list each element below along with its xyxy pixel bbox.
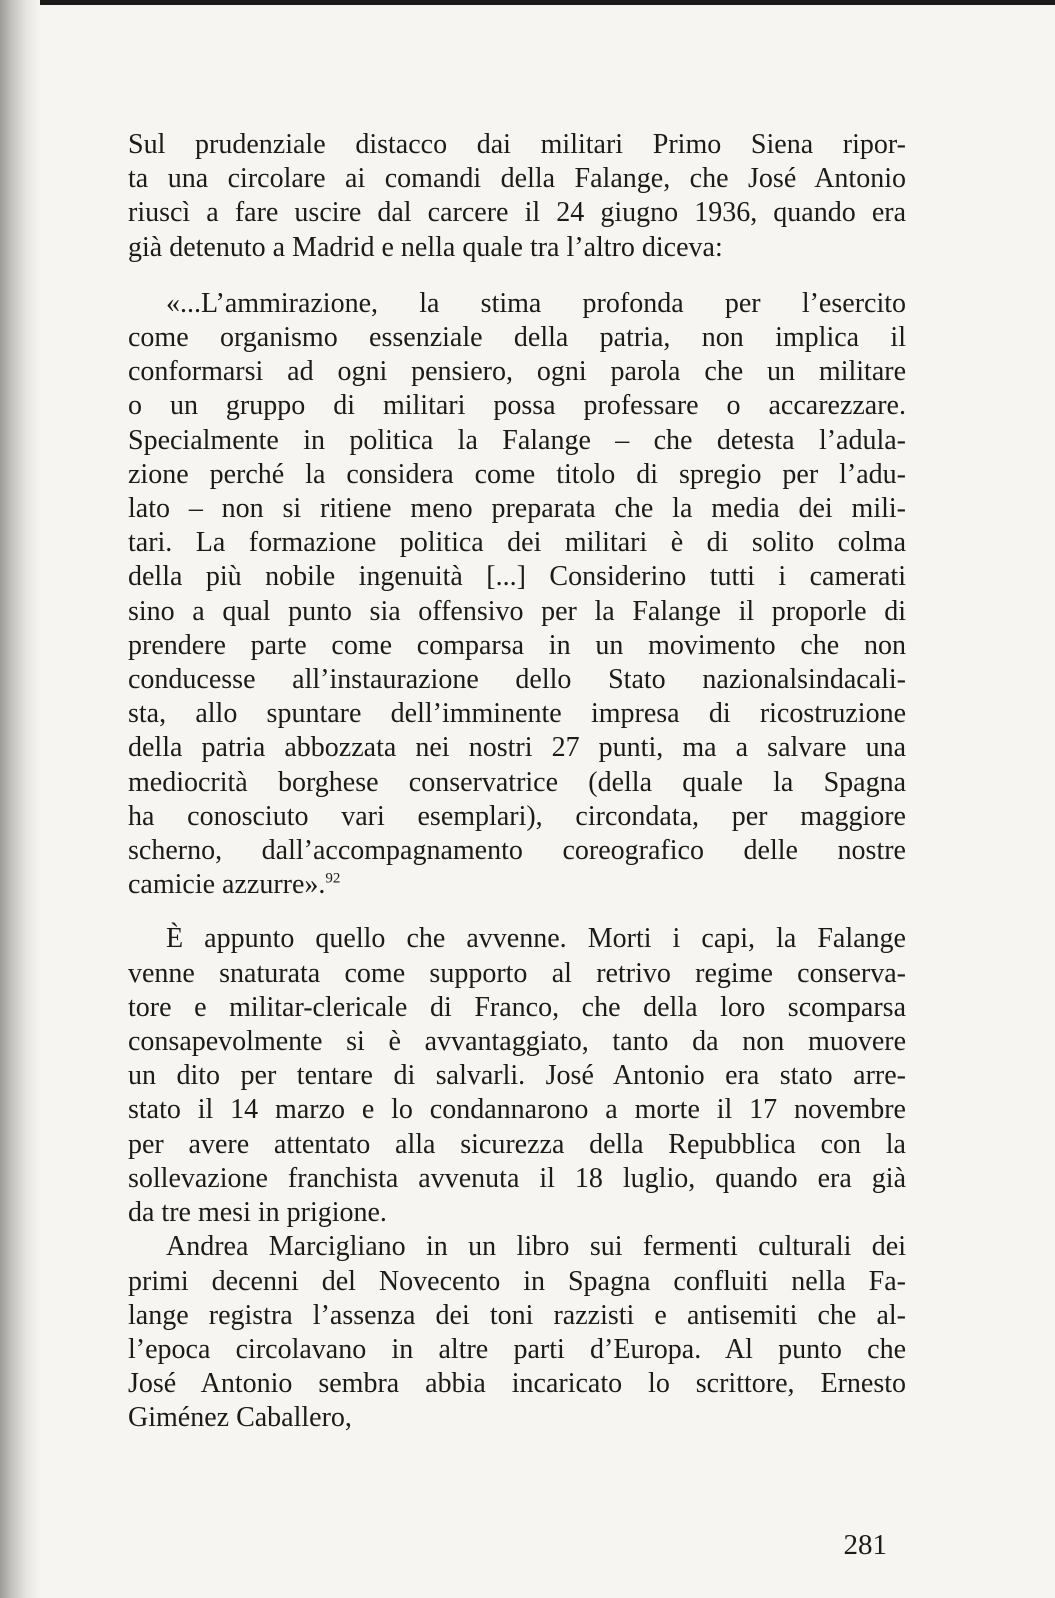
quote-line: ha conosciuto vari esemplari), circondata, per maggiore: [128, 800, 906, 832]
footnote-reference: 92: [325, 870, 341, 887]
text-line: Sul prudenziale distacco dai militari Primo Siena ripor-: [128, 129, 906, 160]
quote-line: mediocrità borghese conservatrice (della quale la Spagna: [128, 766, 906, 798]
text-line: per avere attentato alla sicurezza della Repubblica con la: [128, 1128, 906, 1160]
text-line: È appunto quello che avvenne. Morti i capi, la Falange: [166, 923, 906, 955]
text-line: riuscì a fare uscire dal carcere il 24 giugno 1936, quando era: [128, 197, 906, 229]
quote-line: come organismo essenziale della patria, non implica il: [128, 322, 906, 354]
text-line: lange registra l’assenza dei toni razzisti e antisemiti che al-: [128, 1299, 906, 1331]
quote-line: «...L’ammirazione, la stima profonda per l’esercito: [166, 287, 906, 319]
text-line: già detenuto a Madrid e nella quale tra l’altro diceva:: [128, 231, 723, 263]
text-line: da tre mesi in prigione.: [128, 1197, 387, 1229]
spacer: [128, 265, 906, 287]
quote-line: sino a qual punto sia offensivo per la Falange il proporle di: [128, 595, 906, 627]
quote-line: conducesse all’instaurazione dello Stato nazionalsindacali-: [128, 664, 906, 696]
block-quote: [128, 287, 906, 903]
text-line: Andrea Marcigliano in un libro sui fermenti culturali dei: [166, 1231, 906, 1263]
text-line: primi decenni del Novecento in Spagna confluiti nella Fa-: [128, 1265, 906, 1297]
quote-line: zione perché la considera come titolo di spregio per l’adu-: [128, 458, 906, 490]
quote-line: della più nobile ingenuità [...] Considerino tutti i camerati: [128, 561, 906, 593]
quote-line: conformarsi ad ogni pensiero, ogni parola che un militare: [128, 356, 906, 388]
text-line: venne snaturata come supporto al retrivo regime conserva-: [128, 957, 906, 989]
text-line: sollevazione franchista avvenuta il 18 luglio, quando era già: [128, 1162, 906, 1194]
quote-closing-text: camicie azzurre».: [128, 869, 326, 901]
quote-line: sta, allo spuntare dell’imminente impresa di ricostruzione: [128, 698, 906, 730]
page-body: [128, 128, 906, 1436]
text-line: Giménez Caballero,: [128, 1402, 352, 1434]
quote-line: Specialmente in politica la Falange – che detesta l’adula-: [128, 424, 906, 456]
page-number: 281: [843, 1529, 887, 1561]
quote-line-last: [128, 868, 906, 902]
quote-line: della patria abbozzata nei nostri 27 punti, ma a salvare una: [128, 732, 906, 764]
spacer: [128, 902, 906, 922]
text-line: ta una circolare ai comandi della Falange, che José Antonio: [128, 163, 906, 195]
book-spine-shadow: [0, 0, 40, 1598]
quote-line: lato – non si ritiene meno preparata che la media dei mili-: [128, 493, 906, 525]
text-line: consapevolmente si è avvantaggiato, tanto da non muovere: [128, 1026, 906, 1058]
top-edge-rule: [0, 0, 1055, 5]
quote-line: prendere parte come comparsa in un movimento che non: [128, 629, 906, 661]
quote-line: o un gruppo di militari possa professare o accarezzare.: [128, 390, 906, 422]
paragraph-franco: [128, 922, 906, 1230]
text-line: stato il 14 marzo e lo condannarono a morte il 17 novembre: [128, 1094, 906, 1126]
text-line: un dito per tentare di salvarli. José Antonio era stato arre-: [128, 1060, 906, 1092]
text-line: José Antonio sembra abbia incaricato lo scrittore, Ernesto: [128, 1368, 906, 1400]
text-line: tore e militar-clericale di Franco, che della loro scomparsa: [128, 991, 906, 1023]
quote-line: scherno, dall’accompagnamento coreografico delle nostre: [128, 835, 906, 867]
paragraph-marcigliano: [128, 1230, 906, 1435]
text-line: l’epoca circolavano in altre parti d’Europa. Al punto che: [128, 1333, 906, 1365]
paragraph-intro: [128, 128, 906, 265]
quote-line: tari. La formazione politica dei militari è di solito colma: [128, 527, 906, 559]
